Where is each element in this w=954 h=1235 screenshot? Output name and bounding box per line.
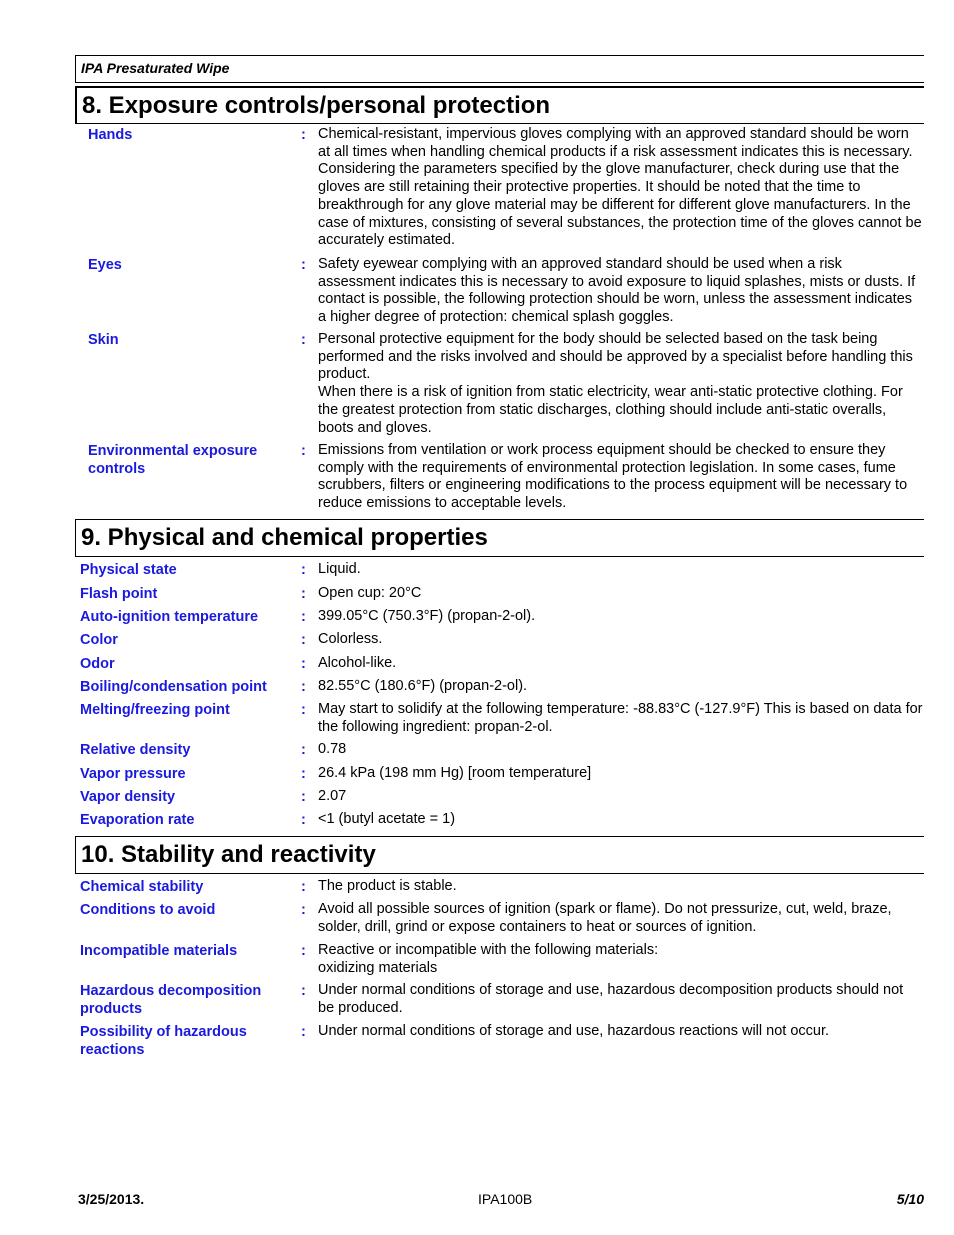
- property-value: Personal protective equipment for the body should be selected based on the task being performed and the risks involved and should be approved by a specialist before handling this product. When there is a risk of ignition from static electricity, wear anti-static protective clothing. For the greatest protection from static discharges, clothing should include anti-static overalls, boots and gloves.: [318, 331, 913, 436]
- separator-colon: :: [301, 902, 306, 918]
- property-label: Evaporation rate: [80, 812, 195, 828]
- separator-colon: :: [301, 789, 306, 805]
- property-label: Hazardous decomposition products: [80, 983, 262, 1017]
- property-value: Chemical-resistant, impervious gloves complying with an approved standard should be worn at all times when handling chemical products if a risk assessment indicates this is necessary. Considering the parameters specified by the glove manufacturer, check during use that the gloves are still retaining their protective properties. It should be noted that the time to breakthrough for any glove material may be different for different glove manufacturers. In the case of mixtures, consisting of several substances, the protection time of the gloves cannot be accurately estimated.: [318, 126, 922, 249]
- document-footer: [78, 1191, 924, 1209]
- separator-colon: :: [301, 257, 306, 273]
- footer-document-code: IPA100B: [478, 1191, 533, 1207]
- property-value: 26.4 kPa (198 mm Hg) [room temperature]: [318, 765, 592, 781]
- property-value: Emissions from ventilation or work process equipment should be checked to ensure they comply with the requirements of environmental protection legislation. In some cases, fume scrubbers, filters or engineering modifications to the process equipment will be necessary to reduce emissions to acceptable levels.: [318, 442, 908, 512]
- section-title: 10. Stability and reactivity: [75, 836, 924, 874]
- property-label: Melting/freezing point: [80, 702, 230, 718]
- property-value: Avoid all possible sources of ignition (spark or flame). Do not pressurize, cut, weld, braze, solder, drill, grind or expose containers to heat or sources of ignition.: [318, 901, 892, 935]
- property-label: Flash point: [80, 586, 158, 602]
- property-label: Boiling/condensation point: [80, 679, 267, 695]
- separator-colon: :: [301, 656, 306, 672]
- property-value: 399.05°C (750.3°F) (propan-2-ol).: [318, 608, 536, 624]
- property-label: Hands: [88, 127, 133, 143]
- property-value: Safety eyewear complying with an approved standard should be used when a risk assessment indicates this is necessary to avoid exposure to liquid splashes, mists or dusts. If contact is possible, the following protection should be worn, unless the assessment indicates a higher degree of protection: chemical splash goggles.: [318, 256, 916, 326]
- separator-colon: :: [301, 943, 306, 959]
- property-label: Odor: [80, 656, 115, 672]
- footer-date: 3/25/2013.: [78, 1191, 145, 1207]
- section-title: 8. Exposure controls/personal protection: [75, 86, 924, 124]
- property-label: Vapor pressure: [80, 766, 186, 782]
- property-label: Conditions to avoid: [80, 902, 216, 918]
- document-header: [75, 55, 924, 83]
- property-value: 82.55°C (180.6°F) (propan-2-ol).: [318, 678, 528, 694]
- separator-colon: :: [301, 127, 306, 143]
- footer-page-number: 5/10: [896, 1191, 924, 1207]
- property-label: Possibility of hazardous reactions: [80, 1024, 247, 1058]
- property-value: The product is stable.: [318, 878, 457, 894]
- property-value: 0.78: [318, 741, 347, 757]
- property-label: Incompatible materials: [80, 943, 238, 959]
- property-label: Color: [80, 632, 118, 648]
- separator-colon: :: [301, 812, 306, 828]
- separator-colon: :: [301, 443, 306, 459]
- separator-colon: :: [301, 1024, 306, 1040]
- property-value: Liquid.: [318, 561, 361, 577]
- property-label: Environmental exposure controls: [88, 443, 258, 477]
- section-stability-reactivity: [75, 836, 954, 1058]
- separator-colon: :: [301, 702, 306, 718]
- separator-colon: :: [301, 632, 306, 648]
- separator-colon: :: [301, 562, 306, 578]
- property-value: Under normal conditions of storage and use, hazardous reactions will not occur.: [318, 1023, 830, 1039]
- property-label: Chemical stability: [80, 879, 204, 895]
- section-title: 9. Physical and chemical properties: [75, 519, 924, 557]
- property-value: Alcohol-like.: [318, 655, 397, 671]
- property-value: 2.07: [318, 788, 347, 804]
- section-exposure-controls: [75, 86, 954, 512]
- section-physical-chemical: [75, 519, 954, 828]
- property-label: Relative density: [80, 742, 191, 758]
- property-label: Auto-ignition temperature: [80, 609, 259, 625]
- separator-colon: :: [301, 983, 306, 999]
- separator-colon: :: [301, 586, 306, 602]
- property-value: Open cup: 20°C: [318, 585, 422, 601]
- property-label: Physical state: [80, 562, 177, 578]
- separator-colon: :: [301, 609, 306, 625]
- separator-colon: :: [301, 879, 306, 895]
- property-value: Reactive or incompatible with the following materials: oxidizing materials: [318, 942, 659, 976]
- property-value: <1 (butyl acetate = 1): [318, 811, 456, 827]
- property-value: May start to solidify at the following temperature: -88.83°C (-127.9°F) This is based on data for the following ingredient: propan-2-ol.: [318, 701, 923, 735]
- separator-colon: :: [301, 332, 306, 348]
- separator-colon: :: [301, 679, 306, 695]
- separator-colon: :: [301, 742, 306, 758]
- separator-colon: :: [301, 766, 306, 782]
- property-label: Eyes: [88, 257, 122, 273]
- property-value: Under normal conditions of storage and use, hazardous decomposition products should not be produced.: [318, 982, 904, 1016]
- property-value: Colorless.: [318, 631, 383, 647]
- property-label: Skin: [88, 332, 119, 348]
- product-name: IPA Presaturated Wipe: [81, 60, 230, 76]
- property-label: Vapor density: [80, 789, 176, 805]
